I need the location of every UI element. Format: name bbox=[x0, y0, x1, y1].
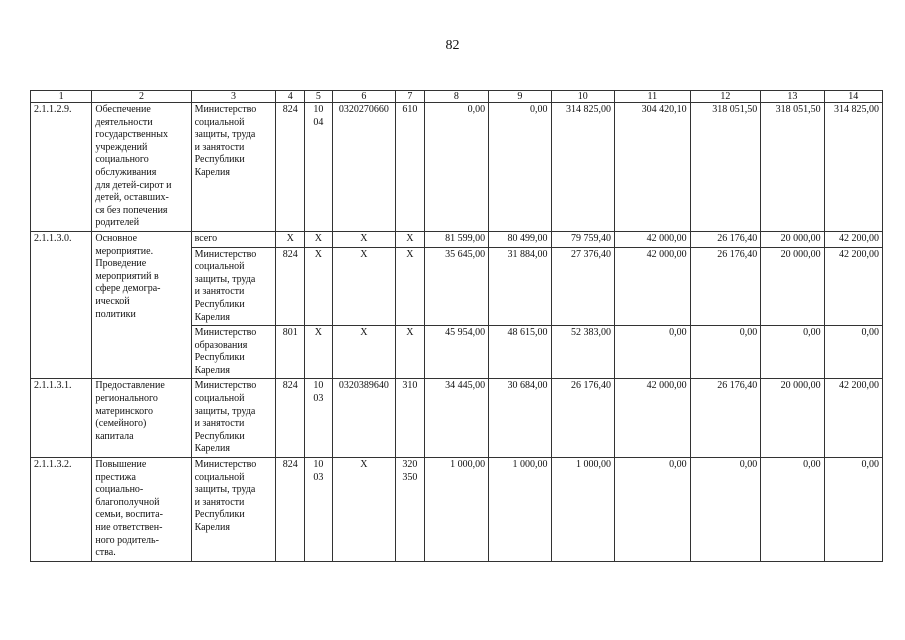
item-name-cell bbox=[92, 231, 191, 379]
item-name-cell-line: обслуживания bbox=[95, 166, 157, 178]
budget-table bbox=[30, 90, 883, 562]
executor-cell-line: Республики bbox=[194, 154, 245, 166]
target-article-cell: Х bbox=[332, 458, 395, 562]
executor-cell bbox=[191, 247, 276, 326]
executor-cell-line: защиты, труда bbox=[194, 273, 256, 285]
column-number: 9 bbox=[489, 91, 551, 103]
executor-cell-line: Карелия bbox=[194, 364, 230, 376]
target-article-cell: Х bbox=[332, 247, 395, 326]
item-name-cell-line: благополучной bbox=[95, 496, 160, 508]
item-name-cell-line: семьи, воспита- bbox=[95, 509, 163, 521]
item-code-cell: 2.1.1.3.1. bbox=[31, 379, 92, 458]
executor-cell-line: Республики bbox=[194, 509, 245, 521]
executor-cell-line: Министерство bbox=[194, 104, 257, 115]
item-name-cell bbox=[92, 103, 191, 232]
amount-cell: 0,00 bbox=[614, 326, 690, 379]
column-number: 7 bbox=[396, 91, 425, 103]
expense-type-cell-line: 320 bbox=[402, 459, 418, 471]
column-number: 10 bbox=[551, 91, 614, 103]
executor-cell-line: защиты, труда bbox=[194, 484, 256, 496]
item-name-cell-line: государственных bbox=[95, 129, 168, 141]
item-name-cell-line: ся без попечения bbox=[95, 204, 168, 216]
item-name-cell-line: мероприятий в bbox=[95, 270, 159, 282]
amount-cell: 26 176,40 bbox=[690, 231, 761, 247]
executor-cell-line: Министерство bbox=[194, 380, 257, 392]
expense-type-cell-line: Х bbox=[406, 248, 414, 260]
executor-cell-line: образования bbox=[194, 339, 248, 351]
amount-cell: 81 599,00 bbox=[424, 231, 488, 247]
amount-cell: 20 000,00 bbox=[761, 379, 824, 458]
amount-cell: 0,00 bbox=[489, 103, 551, 232]
item-name-cell-line: ства. bbox=[95, 547, 116, 559]
amount-cell: 1 000,00 bbox=[489, 458, 551, 562]
executor-cell bbox=[191, 379, 276, 458]
amount-cell: 0,00 bbox=[761, 326, 824, 379]
executor-cell-line: Карелия bbox=[194, 166, 230, 178]
column-number: 6 bbox=[332, 91, 395, 103]
amount-cell: 0,00 bbox=[614, 458, 690, 562]
column-number: 2 bbox=[92, 91, 191, 103]
budget-code-cell: 801 bbox=[276, 326, 305, 379]
executor-cell-line: и занятости bbox=[194, 418, 245, 430]
item-code-cell: 2.1.1.3.2. bbox=[31, 458, 92, 562]
executor-cell-line: и занятости bbox=[194, 496, 245, 508]
item-name-cell-line: Основное bbox=[95, 232, 138, 244]
executor-cell-line: социальной bbox=[194, 393, 245, 405]
executor-cell-line: защиты, труда bbox=[194, 405, 256, 417]
budget-code-cell: 824 bbox=[276, 458, 305, 562]
item-name-cell-line: деятельности bbox=[95, 116, 153, 128]
item-code-cell: 2.1.1.3.0. bbox=[31, 231, 92, 379]
amount-cell: 79 759,40 bbox=[551, 231, 614, 247]
executor-cell-line: социальной bbox=[194, 261, 245, 273]
section-cell: Х bbox=[305, 247, 333, 326]
amount-cell: 304 420,10 bbox=[614, 103, 690, 232]
expense-type-cell bbox=[396, 458, 425, 562]
executor-cell-line: Карелия bbox=[194, 522, 230, 533]
budget-code-cell: 824 bbox=[276, 103, 305, 232]
page-number: 82 bbox=[445, 38, 460, 53]
amount-cell: 42 000,00 bbox=[614, 379, 690, 458]
item-name-cell-line: Предоставление bbox=[95, 380, 165, 392]
amount-cell: 0,00 bbox=[690, 326, 761, 379]
column-number: 5 bbox=[305, 91, 333, 103]
expense-type-cell bbox=[396, 326, 425, 379]
amount-cell: 27 376,40 bbox=[551, 247, 614, 326]
expense-type-cell-line: 610 bbox=[402, 104, 418, 115]
column-number: 13 bbox=[761, 91, 824, 103]
amount-cell: 48 615,00 bbox=[489, 326, 551, 379]
executor-cell-line: и занятости bbox=[194, 141, 245, 153]
amount-cell: 1 000,00 bbox=[424, 458, 488, 562]
amount-cell: 0,00 bbox=[824, 458, 882, 562]
executor-cell-line: Министерство bbox=[194, 459, 257, 471]
executor-cell-line: Республики bbox=[194, 430, 245, 442]
item-name-cell-line: политики bbox=[95, 308, 136, 320]
amount-cell: 1 000,00 bbox=[551, 458, 614, 562]
table-row bbox=[31, 103, 883, 232]
column-number: 1 bbox=[31, 91, 92, 103]
amount-cell: 318 051,50 bbox=[761, 103, 824, 232]
column-number: 3 bbox=[191, 91, 276, 103]
item-name-cell-line: престижа bbox=[95, 471, 136, 483]
executor-cell-line: Карелия bbox=[194, 443, 230, 455]
amount-cell: 42 000,00 bbox=[614, 231, 690, 247]
amount-cell: 20 000,00 bbox=[761, 247, 824, 326]
expense-type-cell-line: Х bbox=[406, 327, 414, 339]
item-name-cell-line: (семейного) bbox=[95, 418, 147, 430]
section-cell: Х bbox=[305, 231, 333, 247]
column-number: 14 bbox=[824, 91, 882, 103]
expense-type-cell bbox=[396, 379, 425, 458]
executor-cell bbox=[191, 458, 276, 562]
item-name-cell-line: родителей bbox=[95, 217, 140, 229]
item-code-cell: 2.1.1.2.9. bbox=[31, 103, 92, 232]
target-article-cell: 0320389640 bbox=[332, 379, 395, 458]
amount-cell: 31 884,00 bbox=[489, 247, 551, 326]
expense-type-cell-line: Х bbox=[406, 232, 414, 244]
executor-cell-line: Министерство bbox=[194, 248, 257, 260]
item-name-cell bbox=[92, 379, 191, 458]
item-name-cell-line: ической bbox=[95, 295, 130, 307]
executor-cell-line: и занятости bbox=[194, 286, 245, 298]
amount-cell: 42 200,00 bbox=[824, 379, 882, 458]
item-name-cell-line: материнского bbox=[95, 405, 153, 417]
amount-cell: 52 383,00 bbox=[551, 326, 614, 379]
item-name-cell bbox=[92, 458, 191, 562]
table-row bbox=[31, 379, 883, 458]
item-name-cell-line: ние ответствен- bbox=[95, 522, 163, 533]
executor-cell-line: Республики bbox=[194, 298, 245, 310]
table-row bbox=[31, 458, 883, 562]
target-article-cell: 0320270660 bbox=[332, 103, 395, 232]
item-name-cell-line: Проведение bbox=[95, 258, 147, 270]
item-name-cell-line: ного родитель- bbox=[95, 534, 159, 546]
amount-cell: 26 176,40 bbox=[690, 379, 761, 458]
executor-cell-line: защиты, труда bbox=[194, 129, 256, 141]
amount-cell: 20 000,00 bbox=[761, 231, 824, 247]
amount-cell: 42 000,00 bbox=[614, 247, 690, 326]
executor-cell bbox=[191, 103, 276, 232]
amount-cell: 314 825,00 bbox=[824, 103, 882, 232]
executor-cell-line: Карелия bbox=[194, 311, 230, 323]
column-number: 12 bbox=[690, 91, 761, 103]
amount-cell: 34 445,00 bbox=[424, 379, 488, 458]
item-name-cell-line: детей, оставших- bbox=[95, 192, 169, 204]
amount-cell: 26 176,40 bbox=[551, 379, 614, 458]
amount-cell: 314 825,00 bbox=[551, 103, 614, 232]
column-number: 11 bbox=[614, 91, 690, 103]
budget-code-cell: 824 bbox=[276, 379, 305, 458]
amount-cell: 42 200,00 bbox=[824, 231, 882, 247]
item-name-cell-line: капитала bbox=[95, 430, 134, 442]
item-name-cell-line: регионального bbox=[95, 393, 158, 405]
column-number-row bbox=[31, 91, 883, 103]
amount-cell: 35 645,00 bbox=[424, 247, 488, 326]
executor-cell-line: социальной bbox=[194, 471, 245, 483]
executor-cell-line: всего bbox=[194, 232, 218, 244]
amount-cell: 42 200,00 bbox=[824, 247, 882, 326]
item-name-cell-line: социального bbox=[95, 154, 149, 166]
expense-type-cell-line: 350 bbox=[402, 471, 418, 483]
item-name-cell-line: учреждений bbox=[95, 141, 148, 153]
section-cell: Х bbox=[305, 326, 333, 379]
executor-cell bbox=[191, 326, 276, 379]
section-cell: 10 04 bbox=[305, 103, 333, 232]
expense-type-cell-line: 310 bbox=[402, 380, 418, 392]
amount-cell: 80 499,00 bbox=[489, 231, 551, 247]
expense-type-cell bbox=[396, 231, 425, 247]
item-name-cell-line: мероприятие. bbox=[95, 245, 154, 257]
executor-cell-line: Республики bbox=[194, 352, 245, 364]
amount-cell: 0,00 bbox=[824, 326, 882, 379]
executor-cell-line: социальной bbox=[194, 116, 245, 128]
column-number: 4 bbox=[276, 91, 305, 103]
amount-cell: 26 176,40 bbox=[690, 247, 761, 326]
section-cell: 10 03 bbox=[305, 458, 333, 562]
amount-cell: 30 684,00 bbox=[489, 379, 551, 458]
table-body bbox=[31, 103, 883, 562]
executor-cell-line: Министерство bbox=[194, 327, 257, 339]
section-cell: 10 03 bbox=[305, 379, 333, 458]
expense-type-cell bbox=[396, 103, 425, 232]
item-name-cell-line: Повышение bbox=[95, 459, 147, 471]
budget-code-cell: 824 bbox=[276, 247, 305, 326]
item-name-cell-line: для детей-сирот и bbox=[95, 179, 172, 191]
amount-cell: 318 051,50 bbox=[690, 103, 761, 232]
executor-cell bbox=[191, 231, 276, 247]
amount-cell: 0,00 bbox=[690, 458, 761, 562]
table-row bbox=[31, 231, 883, 247]
item-name-cell-line: сфере демогра- bbox=[95, 283, 161, 295]
column-number: 8 bbox=[424, 91, 488, 103]
target-article-cell: Х bbox=[332, 326, 395, 379]
target-article-cell: Х bbox=[332, 231, 395, 247]
amount-cell: 0,00 bbox=[424, 103, 488, 232]
amount-cell: 0,00 bbox=[761, 458, 824, 562]
item-name-cell-line: Обеспечение bbox=[95, 104, 151, 115]
budget-code-cell: Х bbox=[276, 231, 305, 247]
expense-type-cell bbox=[396, 247, 425, 326]
item-name-cell-line: социально- bbox=[95, 484, 144, 496]
amount-cell: 45 954,00 bbox=[424, 326, 488, 379]
